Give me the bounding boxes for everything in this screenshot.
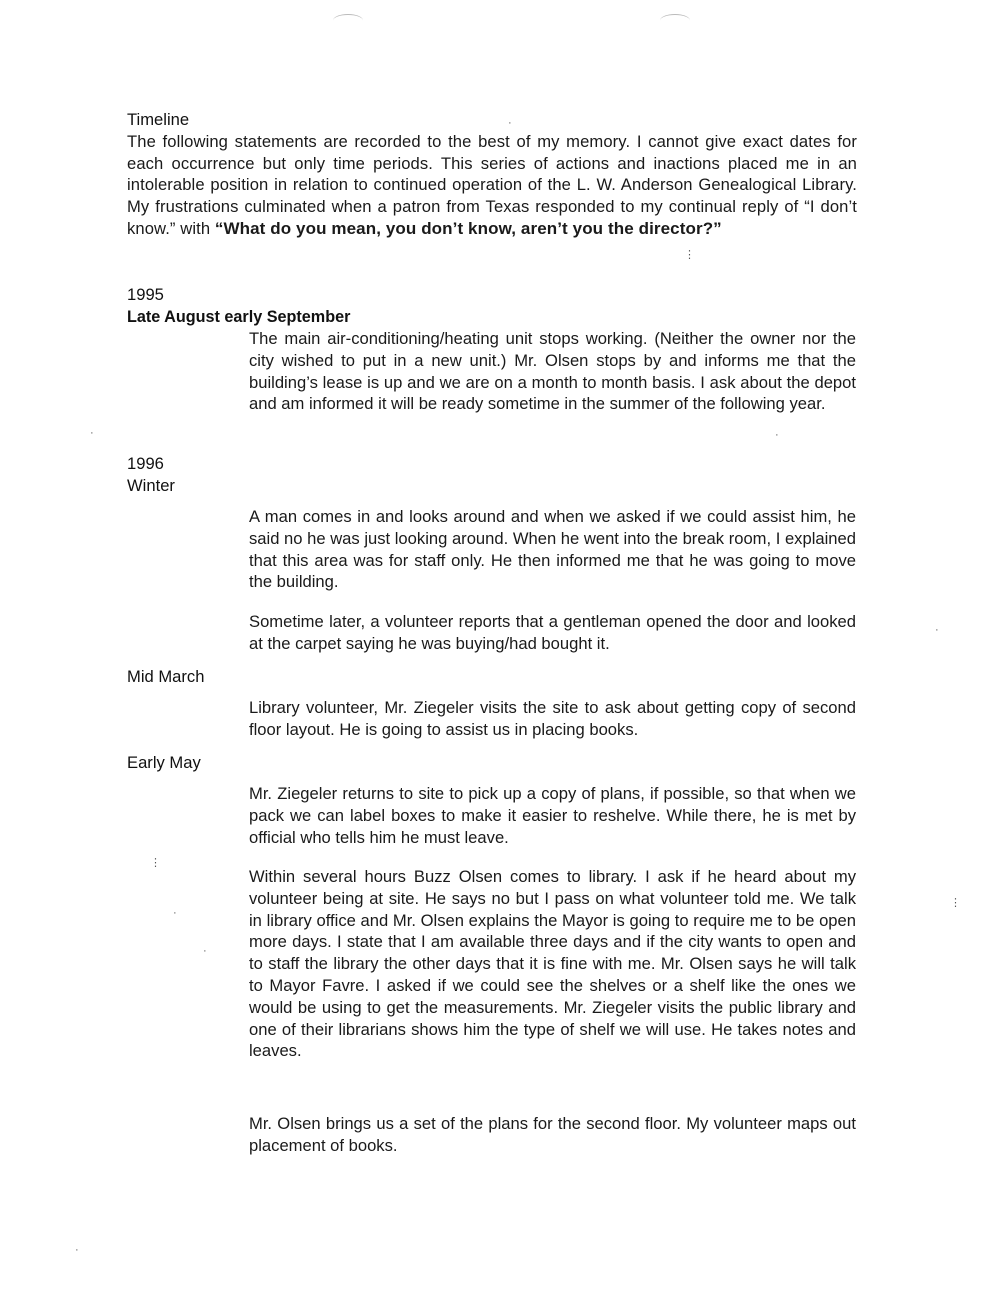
- entry-text: Library volunteer, Mr. Ziegeler visits the site to ask about getting copy of second floor layout. He is going to assist us in placing books.: [249, 698, 856, 739]
- scan-speck: ⋮: [150, 857, 161, 869]
- year-1995: 1995: [127, 285, 164, 304]
- scan-speck: ·: [75, 1244, 79, 1256]
- period-late-august: Late August early September: [127, 308, 351, 326]
- scan-speck: ·: [935, 624, 939, 636]
- punch-hole-mark: [333, 14, 363, 27]
- entry-early-may-plans: [249, 1113, 856, 1157]
- entry-early-may: [249, 783, 856, 848]
- year-1996: 1996: [127, 454, 164, 473]
- entry-early-may-meeting: [249, 866, 856, 1062]
- entry-text: Sometime later, a volunteer reports that a gentleman opened the door and looked at the carpet saying he was buying/had bought it.: [249, 612, 856, 653]
- entry-text: Mr. Olsen brings us a set of the plans for the second floor. My volunteer maps out placement of books.: [249, 1114, 856, 1155]
- entry-winter: [249, 506, 856, 593]
- entry-text: A man comes in and looks around and when we asked if we could assist him, he said no he was just looking around. When he went into the break room, I explained that this area was for staff only. He then informed me that he was going to move the building.: [249, 507, 856, 592]
- period-winter: Winter: [127, 476, 175, 495]
- intro-text: The following statements are recorded to the best of my memory. I cannot give exact dates for each occurrence but only time periods. This series of actions and inactions placed me in an intolerable position in relation to continued operation of the L. W. Anderson Genealogical Library. My frustrations culminated when a patron from Texas responded to my continual reply of “I don’t know.” with: [127, 132, 857, 238]
- scan-speck: ·: [775, 429, 779, 441]
- entry-text: The main air-conditioning/heating unit stops working. (Neither the owner nor the city wished to put in a new unit.) Mr. Olsen stops by and informs me that the building’s lease is up and we are on a month to month basis. I ask about the depot and am informed it will be ready sometime in the summer of the following year.: [249, 329, 856, 414]
- scan-speck: ⋮: [950, 897, 961, 909]
- scan-speck: ·: [508, 117, 512, 129]
- entry-mid-march: [249, 697, 856, 741]
- scan-speck: ·: [173, 907, 177, 919]
- period-early-may: Early May: [127, 753, 201, 772]
- entry-text: Mr. Ziegeler returns to site to pick up a copy of plans, if possible, so that when we pack we can label boxes to make it easier to reshelve. While there, he is met by official who tells him he must leave.: [249, 784, 856, 847]
- scan-speck: ⋮: [684, 249, 695, 261]
- entry-winter-followup: [249, 611, 856, 655]
- scan-speck: ·: [203, 945, 207, 957]
- intro-quote: “What do you mean, you don’t know, aren’t you the director?”: [214, 218, 722, 238]
- period-mid-march: Mid March: [127, 667, 205, 686]
- entry-late-august: [249, 328, 856, 415]
- entry-text: Within several hours Buzz Olsen comes to library. I ask if he heard about my volunteer being at site. He says no but I pass on what volunteer told me. We talk in library office and Mr. Olsen explains the Mayor is going to require me to be open more days. I state that I am available three days and if the city wants to open and to staff the library the other days that it is fine with me. Mr. Olsen says he will talk to Mayor Favre. I asked if we could see the shelves or a shelf like the ones we would be using to get the measurements. Mr. Ziegeler visits the public library and one of their librarians shows him the type of shelf we will use. He takes notes and leaves.: [249, 867, 856, 1061]
- scan-speck: ·: [90, 427, 94, 439]
- punch-hole-mark: [660, 14, 690, 27]
- timeline-title: Timeline: [127, 110, 190, 129]
- intro-paragraph: [127, 131, 857, 240]
